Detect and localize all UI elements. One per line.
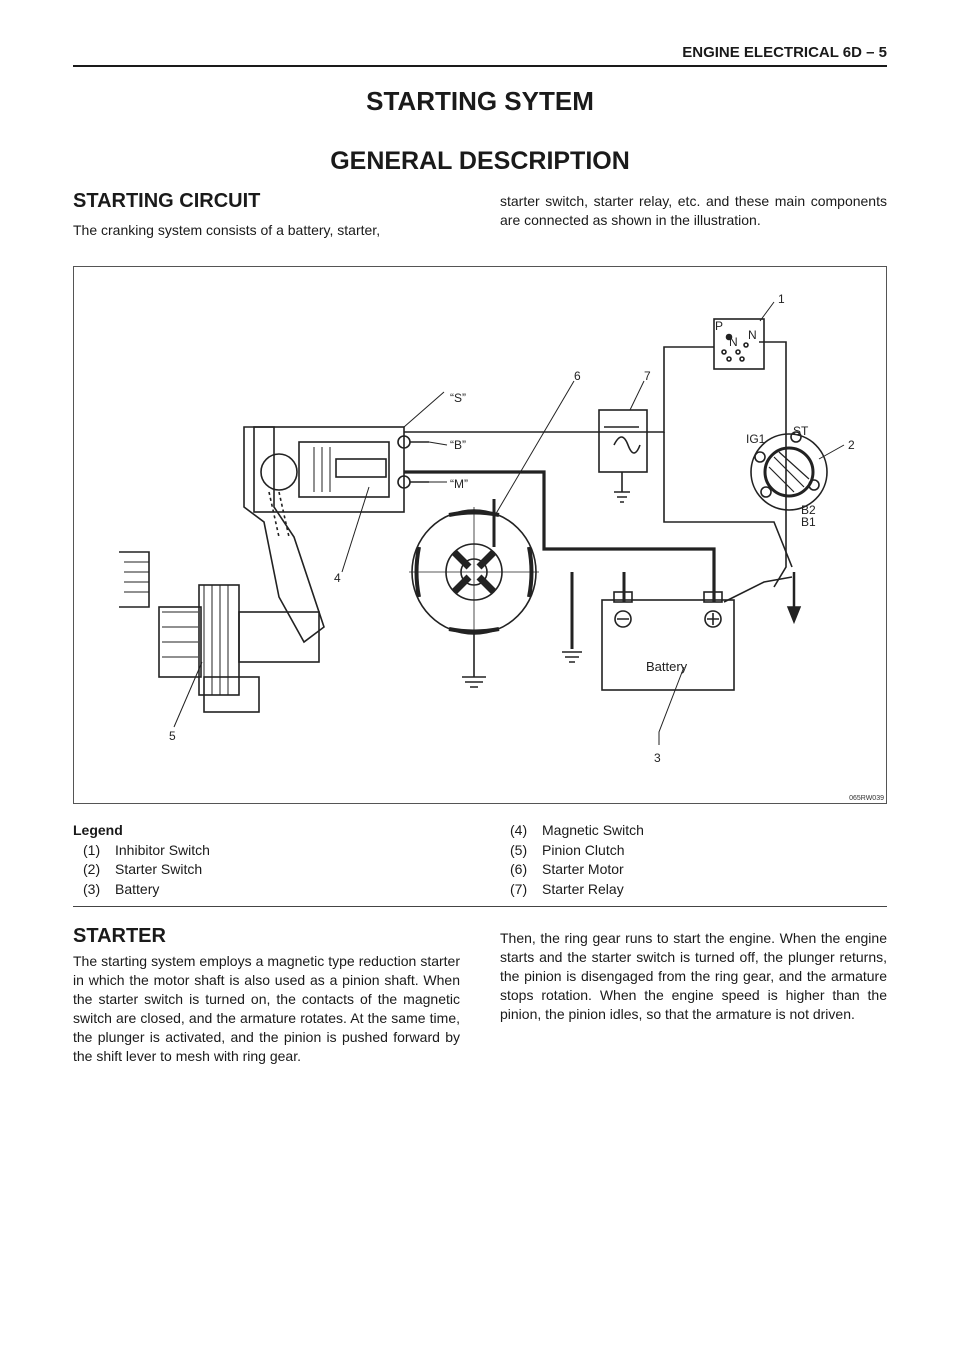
- legend-item: (2) Starter Switch: [83, 861, 203, 877]
- starter-heading: STARTER: [73, 925, 166, 947]
- wire-b1: [724, 577, 792, 602]
- switch-b2-label: B2: [801, 503, 816, 517]
- callout-7: 7: [644, 369, 651, 383]
- wire-relay-switch: [664, 432, 792, 567]
- starter-paragraph-right: Then, the ring gear runs to start the engine. When the engine starts and the starter switch is turned off, the plunger returns, the pinion is disengaged from the ring gear, and the armature stops rotation. When the engine speed is higher than the pinion, the pinion idles, so that the armature is not driven.: [500, 930, 887, 1022]
- section-title: GENERAL DESCRIPTION: [330, 147, 630, 175]
- legend-item: (5) Pinion Clutch: [510, 841, 625, 858]
- legend-item: (1) Inhibitor Switch: [83, 841, 210, 858]
- circuit-paragraph-right: starter switch, starter relay, etc. and these main components are connected as shown in the illustration.: [500, 193, 887, 228]
- callout-1: 1: [778, 292, 785, 306]
- legend-item: (3) Battery: [83, 880, 160, 897]
- circuit-right-column: [500, 192, 887, 230]
- starter-right-column: [500, 929, 887, 1024]
- wire-relay-inhibitor: [634, 347, 714, 432]
- battery-case: [602, 600, 734, 690]
- terminal-s-label: “S”: [450, 391, 466, 405]
- circuit-diagram: [74, 267, 886, 803]
- switch-ig1-label: IG1: [746, 432, 766, 446]
- page-header: ENGINE ELECTRICAL 6D – 5: [73, 44, 887, 67]
- terminal-b-label: “B”: [450, 438, 466, 452]
- pinion-clutch: [199, 585, 239, 695]
- switch-b1-label: B1: [801, 515, 816, 529]
- callout-2: 2: [848, 438, 855, 452]
- circuit-left-column: [73, 190, 460, 240]
- legend-title: Legend: [73, 822, 123, 838]
- starter-relay-box: [599, 410, 647, 472]
- switch-st-label: ST: [793, 424, 809, 438]
- callout-5: 5: [169, 729, 176, 743]
- circuit-heading: STARTING CIRCUIT: [73, 190, 261, 212]
- terminal-m-label: “M”: [450, 477, 468, 491]
- inhibitor-p-label: P: [715, 319, 724, 333]
- wire-battery-pos: [404, 472, 714, 602]
- starter-paragraph-left: The starting system employs a magnetic type reduction starter in which the motor shaft is also used as a pinion shaft. When the starter switch is turned on, the contacts of the magnetic switch are closed, and the armature rotates. At the same time, the plunger is activated, and the pinion is pushed forward by the shift lever to mesh with ring gear.: [73, 953, 460, 1064]
- callout-3: 3: [654, 751, 661, 765]
- legend-item: (4) Magnetic Switch: [510, 822, 644, 838]
- shift-lever: [244, 427, 324, 642]
- section-divider: [73, 906, 887, 907]
- callout-4: 4: [334, 571, 341, 585]
- arrow-down: [788, 607, 800, 622]
- battery-label: Battery: [646, 659, 688, 674]
- starter-left-column: [73, 925, 460, 1066]
- page-title: STARTING SYTEM: [366, 86, 594, 116]
- callout-6: 6: [574, 369, 581, 383]
- inhibitor-n2-label: N: [748, 328, 757, 342]
- inhibitor-n-label: N: [729, 335, 738, 349]
- starting-circuit-figure: [73, 266, 887, 804]
- legend-item: (7) Starter Relay: [510, 880, 624, 897]
- legend-left: [73, 821, 460, 899]
- magnetic-switch-body: [254, 427, 404, 512]
- legend-right: [500, 821, 887, 899]
- circuit-paragraph-left: The cranking system consists of a battery, starter,: [73, 222, 381, 238]
- legend-item: (6) Starter Motor: [510, 861, 624, 877]
- figure-code: 065RW039: [849, 795, 884, 802]
